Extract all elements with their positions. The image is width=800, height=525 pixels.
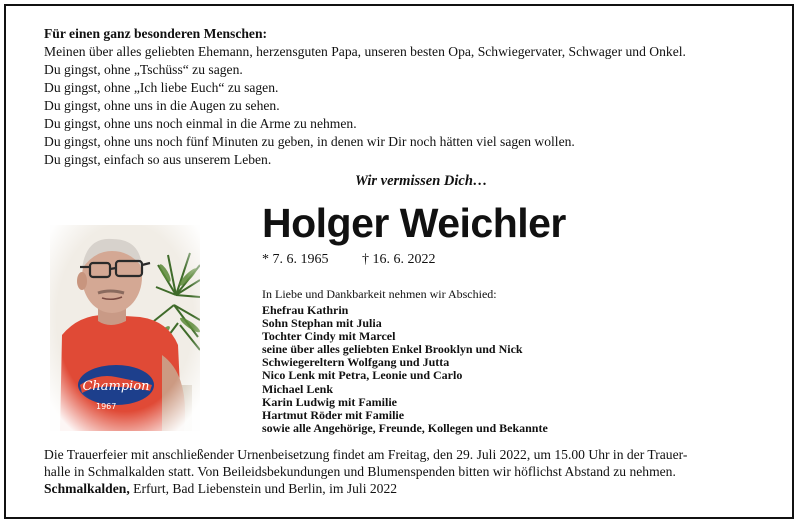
deceased-name: Holger Weichler (262, 200, 566, 246)
intro-heading: Für einen ganz besonderen Menschen: (44, 26, 268, 41)
intro-line: Du gingst, ohne uns in die Augen zu sehen. (44, 98, 280, 113)
birth-date: * 7. 6. 1965 (262, 252, 329, 267)
death-date: † 16. 6. 2022 (362, 252, 436, 267)
intro-line: Du gingst, ohne „Ich liebe Euch“ zu sagen. (44, 80, 279, 95)
mourners-list (262, 304, 548, 435)
intro-line: Du gingst, ohne uns noch einmal in die Arme zu nehmen. (44, 116, 357, 131)
intro-line: Du gingst, ohne uns noch fünf Minuten zu geben, in denen wir Dir noch hätten viel sagen wollen. (44, 134, 575, 149)
mourner-item: seine über alles geliebten Enkel Brooklyn und Nick (262, 342, 523, 357)
mourner-item: Ehefrau Kathrin (262, 303, 349, 317)
intro-line: Du gingst, ohne „Tschüss“ zu sagen. (44, 62, 243, 77)
intro-line: Meinen über alles geliebten Ehemann, herzensguten Papa, unseren besten Opa, Schwiegervater, Schwager und Onkel. (44, 44, 686, 59)
place-city: Schmalkalden, (44, 481, 130, 496)
ceremony-line: halle in Schmalkalden statt. Von Beileidsbekundungen und Blumenspenden bitten wir höflichst Abstand zu nehmen. (44, 464, 676, 479)
ceremony-text (44, 446, 784, 497)
intro-line: Du gingst, einfach so aus unserem Leben. (44, 152, 272, 167)
place-rest: Erfurt, Bad Liebenstein und Berlin, im Juli 2022 (129, 481, 398, 496)
mourner-item: Tochter Cindy mit Marcel (262, 329, 396, 344)
mourner-item: Michael Lenk (262, 381, 333, 396)
tagline: Wir vermissen Dich… (355, 173, 488, 189)
intro-text (44, 25, 764, 169)
mourner-item: Schwiegereltern Wolfgang und Jutta (262, 355, 450, 370)
portrait-illustration (50, 225, 200, 431)
mourner-item: sowie alle Angehörige, Freunde, Kollegen und Bekannte (262, 420, 548, 435)
life-dates (262, 252, 436, 268)
ceremony-line: Die Trauerfeier mit anschließender Urnenbeisetzung findet am Freitag, den 29. Juli 2022, um 15.00 Uhr in der Trauer- (44, 447, 688, 462)
mourner-item: Nico Lenk mit Petra, Leonie und Carlo (262, 368, 463, 383)
mourner-item: Sohn Stephan mit Julia (262, 316, 382, 331)
portrait-photo (50, 225, 200, 431)
mourner-item: Karin Ludwig mit Familie (262, 394, 397, 409)
place-line (44, 480, 784, 497)
farewell-line: In Liebe und Dankbarkeit nehmen wir Abschied: (262, 287, 497, 301)
mourner-item: Hartmut Röder mit Familie (262, 407, 405, 422)
